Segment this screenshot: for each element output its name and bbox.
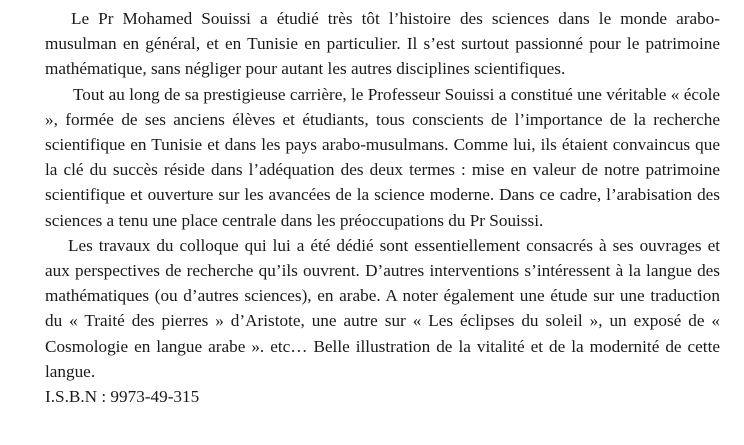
document-body [45, 6, 720, 409]
paragraph-career: Tout au long de sa prestigieuse carrière, le Professeur Souissi a constitué une véritable « école », formée de ses anciens élèves et étudiants, tous conscients de l’importance de la recherche scientifique en Tunisie et dans les pays arabo-musulmans. Comme lui, ils étaient convaincus que la clé du succès réside dans l’adéquation des deux termes : mise en valeur de notre patrimoine scientifique et ouverture sur les avancées de la science moderne. Dans ce cadre, l’arabisation des sciences a tenu une place centrale dans les préoccupations du Pr Souissi. [45, 84, 720, 230]
paragraph-intro: Le Pr Mohamed Souissi a étudié très tôt l’histoire des sciences dans le monde arabo-musulman en général, et en Tunisie en particulier. Il s’est surtout passionné pour le patrimoine mathématique, sans négliger pour autant les autres disciplines scientifiques. [45, 9, 720, 79]
paragraph-colloquium: Les travaux du colloque qui lui a été dédié sont essentiellement consacrés à ses ouvrages et aux perspectives de recherche qu’ils ouvrent. D’autres interventions s’intéressent à la langue des mathématiques (ou d’autres sciences), en arabe. A noter également une étude sur une traduction du « Traité des pierres » d’Aristote, une autre sur « Les éclipses du soleil », un exposé de « Cosmologie en langue arabe ». etc… Belle illustration de la vitalité et de la modernité de cette langue. [45, 235, 720, 381]
isbn-line: I.S.B.N : 9973-49-315 [45, 387, 200, 407]
